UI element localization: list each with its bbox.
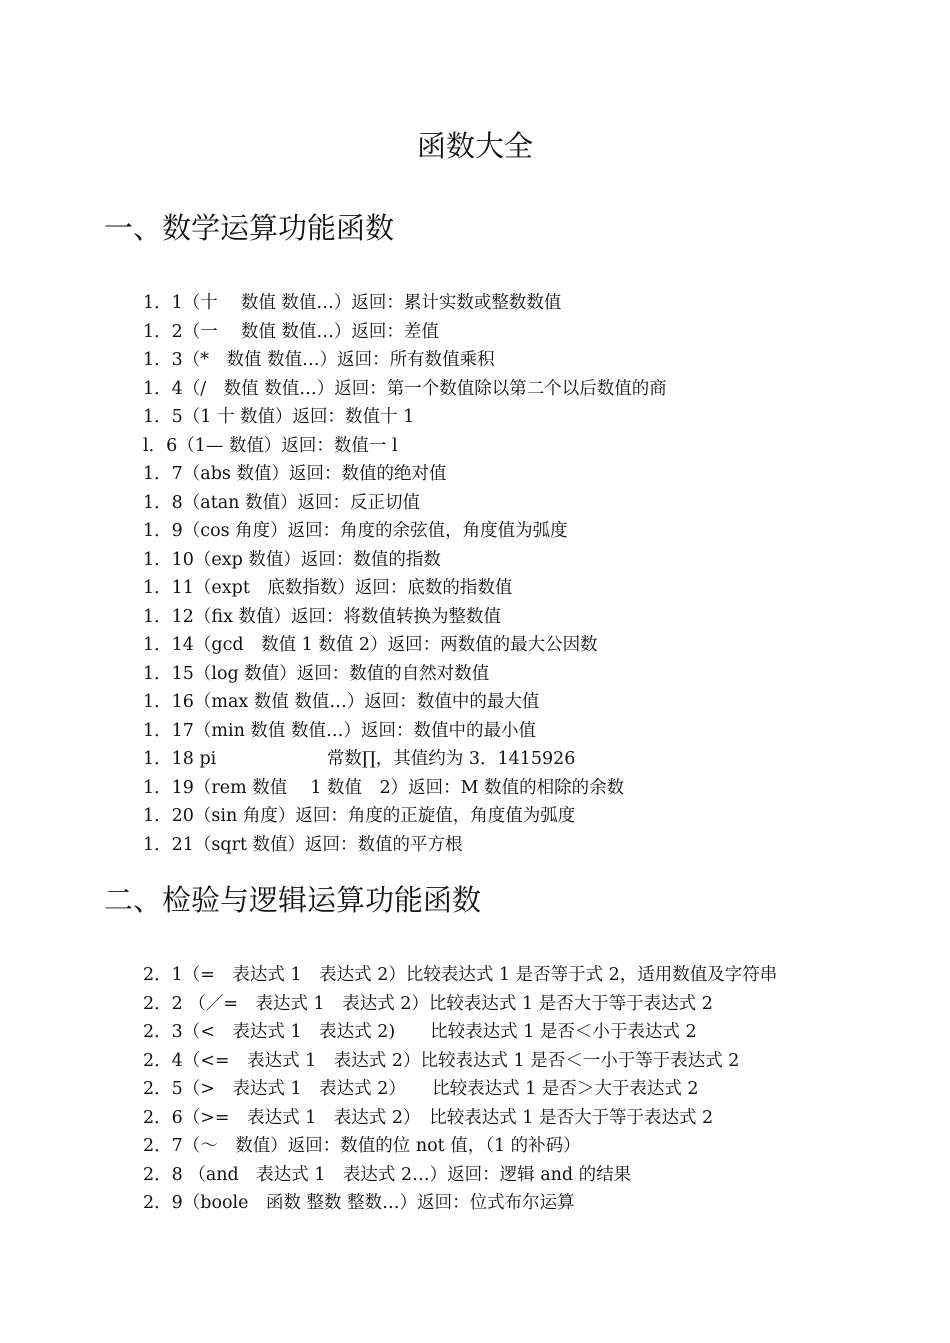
list-item: 2．1（= 表达式 1 表达式 2）比较表达式 1 是否等于式 2，适用数值及字符串 — [143, 965, 778, 985]
list-item: 1．10（exp 数值）返回：数值的指数 — [143, 549, 441, 570]
list-item: 2．4（<= 表达式 1 表达式 2）比较表达式 1 是否＜一小于等于表达式 2 — [143, 1050, 740, 1071]
list-item: 1．16（max 数值 数值…）返回：数值中的最大值 — [143, 692, 540, 712]
list-item: 1．4（/ 数值 数值…）返回：第一个数值除以第二个以后数值的商 — [143, 378, 667, 399]
list-item: 1．14（gcd 数值 1 数值 2）返回：两数值的最大公因数 — [143, 635, 598, 655]
list-item: 2．5（> 表达式 1 表达式 2） 比较表达式 1 是否＞大于表达式 2 — [143, 1079, 699, 1099]
list-item: l．6（1— 数值）返回：数值一 l — [143, 435, 398, 456]
list-item: 1．9（cos 角度）返回：角度的余弦值，角度值为弧度 — [143, 521, 568, 541]
list-item: 1．21（sqrt 数值）返回：数值的平方根 — [143, 834, 463, 855]
list-item: 1．8（atan 数值）返回：反正切值 — [143, 492, 420, 513]
list-item: 2．7（～ 数值）返回：数值的位 not 值，（1 的补码） — [143, 1136, 581, 1156]
math-function-list — [143, 289, 667, 859]
list-item: 2．9（boole 函数 整数 整数…）返回：位式布尔运算 — [143, 1193, 575, 1213]
list-item: 1．12（fix 数值）返回：将数值转换为整数值 — [143, 606, 502, 627]
logic-function-list — [143, 961, 777, 1218]
page-title: 函数大全 — [416, 129, 533, 163]
list-item: 1．11（expt 底数指数）返回：底数的指数值 — [143, 578, 513, 598]
list-item: 1．2（一 数值 数值…）返回：差值 — [143, 321, 439, 342]
list-item: 1．7（abs 数值）返回：数值的绝对值 — [143, 464, 447, 484]
list-item: 1．19（rem 数值 1 数值 2）返回：M 数值的相除的余数 — [143, 777, 625, 798]
list-item: 1．3（* 数值 数值…）返回：所有数值乘积 — [143, 350, 495, 370]
list-item: 1．5（1 十 数值）返回：数值十 1 — [143, 407, 415, 427]
list-item: 2．8 （and 表达式 1 表达式 2…）返回：逻辑 and 的结果 — [143, 1164, 632, 1185]
list-item: 2．6（>= 表达式 1 表达式 2） 比较表达式 1 是否大于等于表达式 2 — [143, 1107, 714, 1128]
list-item: 1．18 pi 常数∏，其值约为 3．1415926 — [143, 749, 576, 769]
list-item: 1．15（log 数值）返回：数值的自然对数值 — [143, 663, 490, 684]
section-heading-math: 一、数学运算功能函数 — [104, 211, 395, 245]
section-heading-logic: 二、检验与逻辑运算功能函数 — [104, 883, 482, 917]
list-item: 1．20（sin 角度）返回：角度的正旋值，角度值为弧度 — [143, 806, 576, 826]
list-item: 2．2 （／= 表达式 1 表达式 2）比较表达式 1 是否大于等于表达式 2 — [143, 993, 713, 1014]
list-item: 1．17（min 数值 数值…）返回：数值中的最小值 — [143, 720, 536, 741]
list-item: 2．3（< 表达式 1 表达式 2) 比较表达式 1 是否＜小于表达式 2 — [143, 1022, 697, 1042]
list-item: 1．1（十 数值 数值…）返回：累计实数或整数数值 — [143, 293, 562, 313]
